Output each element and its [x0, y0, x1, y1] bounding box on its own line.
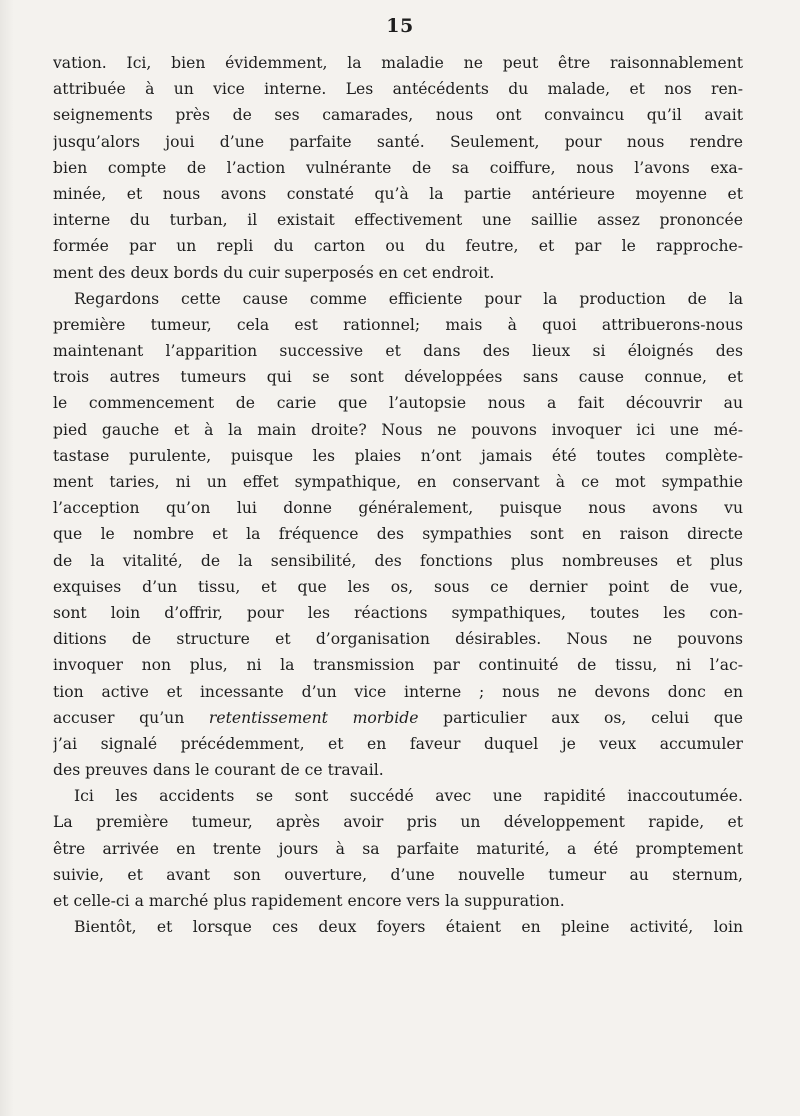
- text-line: de la vitalité, de la sensibilité, des fonctions plus nombreuses et plus: [53, 551, 743, 570]
- page-number: 15: [386, 15, 414, 37]
- text-line: ment taries, ni un effet sympathique, en conservant à ce mot sympathie: [53, 473, 743, 491]
- text-line: sont loin d’offrir, pour les réactions sympathiques, toutes les con-: [53, 603, 743, 622]
- text-line: tion active et incessante d’un vice interne ; nous ne devons donc en: [53, 682, 743, 701]
- text-line: vation. Ici, bien évidemment, la maladie ne peut être raisonnablement: [53, 54, 743, 72]
- text-line: être arrivée en trente jours à sa parfaite maturité, a été promptement: [53, 839, 743, 858]
- text-line: Bientôt, et lorsque ces deux foyers étaient en pleine activité, loin: [74, 918, 743, 937]
- text-line: j’ai signalé précédemment, et en faveur duquel je veux accumuler: [53, 734, 743, 753]
- text-line: le commencement de carie que l’autopsie nous a fait découvrir au: [53, 394, 743, 413]
- text-line: jusqu’alors joui d’une parfaite santé. Seulement, pour nous rendre: [53, 132, 743, 151]
- italic-term: retentissement morbide: [208, 708, 419, 727]
- body-text: [53, 50, 743, 940]
- text-line: attribuée à un vice interne. Les antécédents du malade, et nos ren-: [53, 80, 743, 99]
- text-line: invoquer non plus, ni la transmission par continuité de tissu, ni l’ac-: [53, 656, 743, 675]
- text-line: pied gauche et à la main droite? Nous ne pouvons invoquer ici une mé-: [53, 420, 743, 439]
- text-line: formée par un repli du carton ou du feutre, et par le rapproche-: [53, 237, 743, 256]
- text-line: suivie, et avant son ouverture, d’une nouvelle tumeur au sternum,: [53, 865, 743, 884]
- text-line: interne du turban, il existait effectivement une saillie assez prononcée: [53, 211, 743, 230]
- text-line: Regardons cette cause comme efficiente pour la production de la: [74, 289, 743, 308]
- paragraph-4: [53, 914, 743, 940]
- text-line: et celle-ci a marché plus rapidement encore vers la suppuration.: [53, 892, 565, 910]
- text-line-with-italic: [53, 705, 743, 731]
- text-line: bien compte de l’action vulnérante de sa coiffure, nous l’avons exa-: [53, 158, 743, 177]
- text-line: exquises d’un tissu, et que les os, sous ce dernier point de vue,: [53, 577, 743, 596]
- text-line: l’acception qu’on lui donne généralement, puisque nous avons vu: [53, 499, 743, 518]
- text-run: accuser qu’un: [53, 708, 209, 727]
- paragraph-2: [53, 286, 743, 784]
- text-line: première tumeur, cela est rationnel; mais à quoi attribuerons-nous: [53, 315, 743, 334]
- text-line: des preuves dans le courant de ce travail.: [53, 761, 384, 780]
- text-line: Ici les accidents se sont succédé avec une rapidité inaccoutumée.: [74, 787, 743, 806]
- text-line: maintenant l’apparition successive et dans des lieux si éloignés des: [53, 342, 743, 361]
- text-line: que le nombre et la fréquence des sympathies sont en raison directe: [53, 525, 743, 544]
- text-line: seignements près de ses camarades, nous ont convaincu qu’il avait: [53, 106, 743, 125]
- paragraph-3: [53, 783, 743, 914]
- text-line: ment des deux bords du cuir superposés en cet endroit.: [53, 263, 495, 282]
- text-run: particulier aux os, celui que: [418, 708, 743, 727]
- text-line: trois autres tumeurs qui se sont développées sans cause connue, et: [53, 368, 743, 387]
- page-edge-shadow: [0, 0, 14, 1116]
- paragraph-1: [53, 50, 743, 286]
- text-line: minée, et nous avons constaté qu’à la partie antérieure moyenne et: [53, 184, 743, 203]
- text-line: ditions de structure et d’organisation désirables. Nous ne pouvons: [53, 630, 743, 649]
- text-line: La première tumeur, après avoir pris un développement rapide, et: [53, 813, 743, 832]
- text-line: tastase purulente, puisque les plaies n’ont jamais été toutes complète-: [53, 446, 743, 465]
